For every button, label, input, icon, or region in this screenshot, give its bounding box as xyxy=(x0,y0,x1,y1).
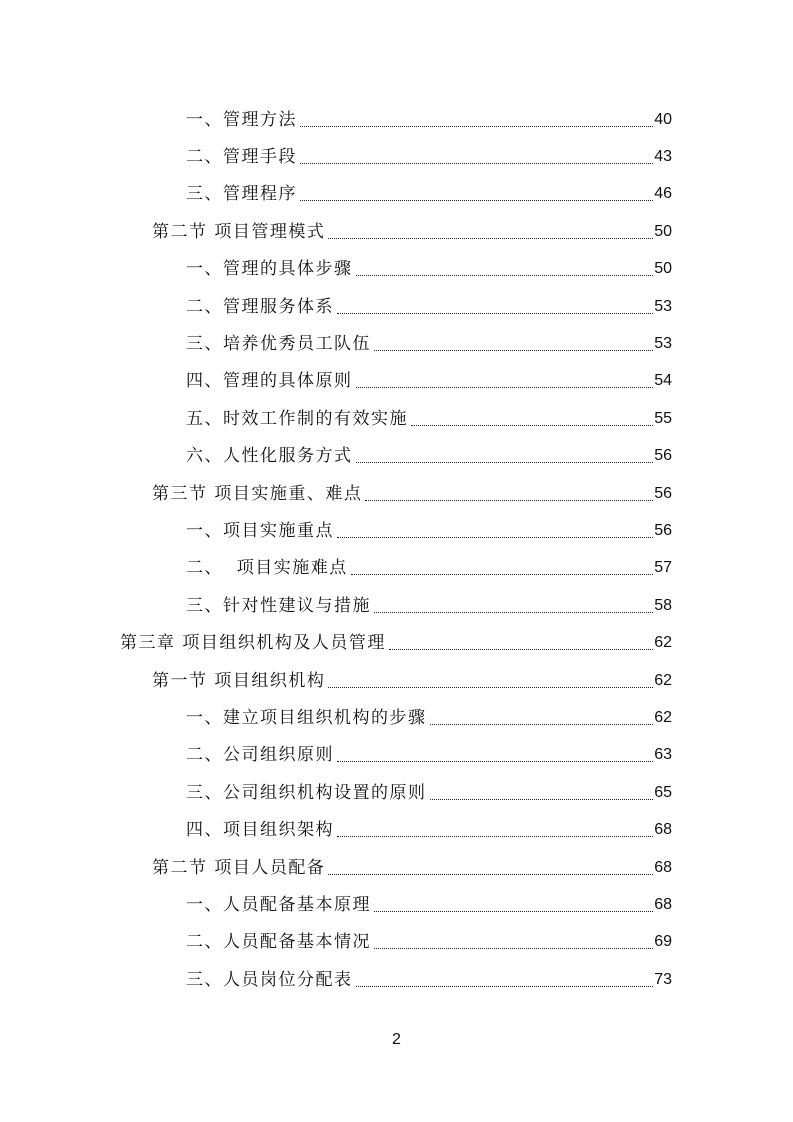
toc-entry-page: 56 xyxy=(654,521,672,539)
toc-entry-title: 四、项目组织架构 xyxy=(186,820,334,841)
toc-section-entry[interactable] xyxy=(0,475,793,512)
toc-entry-title: 第三章 项目组织机构及人员管理 xyxy=(120,633,386,654)
toc-entry[interactable] xyxy=(0,512,793,549)
toc-entry[interactable] xyxy=(0,101,793,138)
dot-leader xyxy=(328,222,653,242)
toc-entry-page: 43 xyxy=(654,148,672,166)
toc-entry-page: 69 xyxy=(654,933,672,951)
toc-entry-page: 62 xyxy=(654,671,672,689)
toc-entry[interactable] xyxy=(0,924,793,961)
toc-entry-title: 一、建立项目组织机构的步骤 xyxy=(186,707,427,728)
toc-entry-title: 二、公司组织原则 xyxy=(186,745,334,766)
toc-entry-title: 三、公司组织机构设置的原则 xyxy=(186,782,427,803)
toc-entry-page: 53 xyxy=(654,335,672,353)
dot-leader xyxy=(411,409,653,429)
dot-leader xyxy=(374,932,653,952)
toc-entry-page: 54 xyxy=(654,372,672,390)
toc-entry-title: 三、管理程序 xyxy=(186,184,297,205)
toc-entry[interactable] xyxy=(0,774,793,811)
toc-entry-title: 一、管理的具体步骤 xyxy=(186,259,353,280)
toc-entry-page: 53 xyxy=(654,297,672,315)
toc-entry-page: 68 xyxy=(654,895,672,913)
dot-leader xyxy=(374,334,653,354)
dot-leader xyxy=(356,371,654,391)
dot-leader xyxy=(374,895,653,915)
toc-entry-title: 四、管理的具体原则 xyxy=(186,371,353,392)
toc-entry-title: 六、人性化服务方式 xyxy=(186,446,353,467)
toc-entry[interactable] xyxy=(0,176,793,213)
toc-entry-page: 73 xyxy=(654,970,672,988)
dot-leader xyxy=(328,671,653,691)
toc-entry-page: 65 xyxy=(654,783,672,801)
toc-entry-title: 二、人员配备基本情况 xyxy=(186,932,371,953)
toc-section-entry[interactable] xyxy=(0,213,793,250)
toc-entry[interactable] xyxy=(0,325,793,362)
dot-leader xyxy=(337,820,653,840)
toc-entry-page: 58 xyxy=(654,596,672,614)
toc-entry[interactable] xyxy=(0,886,793,923)
dot-leader xyxy=(351,558,653,578)
toc-entry-title: 二、管理手段 xyxy=(186,147,297,168)
table-of-contents xyxy=(0,101,793,998)
toc-entry[interactable] xyxy=(0,587,793,624)
toc-entry[interactable] xyxy=(0,438,793,475)
toc-entry-page: 55 xyxy=(654,409,672,427)
dot-leader xyxy=(300,147,653,167)
toc-entry-title: 第一节 项目组织机构 xyxy=(152,670,326,691)
dot-leader xyxy=(430,783,654,803)
toc-entry[interactable] xyxy=(0,737,793,774)
dot-leader xyxy=(365,484,653,504)
toc-chapter-entry[interactable] xyxy=(0,624,793,661)
toc-entry-page: 68 xyxy=(654,821,672,839)
toc-entry-page: 68 xyxy=(654,858,672,876)
dot-leader xyxy=(430,708,654,728)
toc-entry-title: 第三节 项目实施重、难点 xyxy=(152,483,363,504)
dot-leader xyxy=(337,521,653,541)
toc-entry-page: 56 xyxy=(654,484,672,502)
page-number: 2 xyxy=(392,1031,401,1048)
toc-entry-page: 63 xyxy=(654,746,672,764)
toc-entry-title: 二、管理服务体系 xyxy=(186,296,334,317)
toc-entry-page: 40 xyxy=(654,110,672,128)
toc-entry-title: 三、人员岗位分配表 xyxy=(186,969,353,990)
toc-entry-page: 62 xyxy=(654,708,672,726)
toc-entry-page: 62 xyxy=(654,634,672,652)
toc-entry[interactable] xyxy=(0,288,793,325)
toc-entry[interactable] xyxy=(0,363,793,400)
dot-leader xyxy=(356,446,654,466)
toc-entry[interactable] xyxy=(0,550,793,587)
toc-entry-title: 三、培养优秀员工队伍 xyxy=(186,334,371,355)
toc-entry-title: 三、针对性建议与措施 xyxy=(186,595,371,616)
toc-section-entry[interactable] xyxy=(0,662,793,699)
dot-leader xyxy=(300,110,653,130)
toc-entry[interactable] xyxy=(0,400,793,437)
toc-entry-page: 50 xyxy=(654,222,672,240)
toc-entry[interactable] xyxy=(0,811,793,848)
toc-entry-title: 一、管理方法 xyxy=(186,109,297,130)
toc-entry[interactable] xyxy=(0,699,793,736)
dot-leader xyxy=(300,184,653,204)
toc-entry-title: 五、时效工作制的有效实施 xyxy=(186,408,408,429)
toc-entry[interactable] xyxy=(0,251,793,288)
dot-leader xyxy=(328,858,653,878)
dot-leader xyxy=(356,259,654,279)
toc-entry[interactable] xyxy=(0,138,793,175)
dot-leader xyxy=(337,297,653,317)
toc-entry-page: 56 xyxy=(654,447,672,465)
dot-leader xyxy=(356,970,654,990)
toc-entry-page: 50 xyxy=(654,260,672,278)
toc-section-entry[interactable] xyxy=(0,849,793,886)
toc-entry[interactable] xyxy=(0,961,793,998)
toc-entry-page: 46 xyxy=(654,185,672,203)
toc-entry-title: 二、 项目实施难点 xyxy=(186,558,348,579)
dot-leader xyxy=(374,596,653,616)
toc-entry-title: 一、人员配备基本原理 xyxy=(186,894,371,915)
dot-leader xyxy=(337,745,653,765)
toc-entry-page: 57 xyxy=(654,559,672,577)
toc-entry-title: 第二节 项目管理模式 xyxy=(152,221,326,242)
dot-leader xyxy=(389,633,653,653)
toc-entry-title: 一、项目实施重点 xyxy=(186,520,334,541)
toc-entry-title: 第二节 项目人员配备 xyxy=(152,857,326,878)
